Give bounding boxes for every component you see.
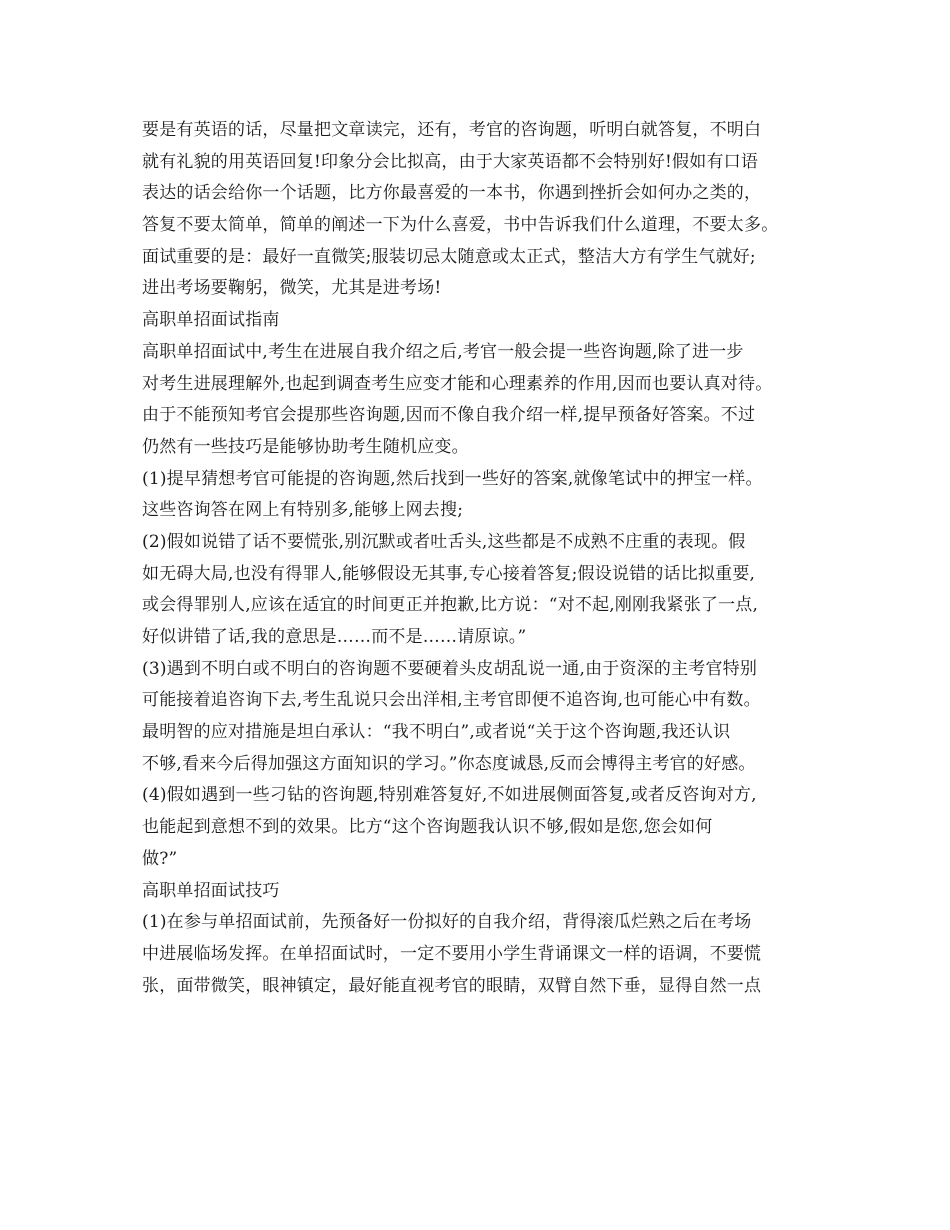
text-line: 不够,看来今后得加强这方面知识的学习。”你态度诚恳,反而会博得主考官的好感。 (142, 753, 756, 774)
text-line: 表达的话会给你一个话题，比方你最喜爱的一本书，你遇到挫折会如何办之类的， (142, 183, 762, 204)
text-line: 或会得罪别人,应该在适宜的时间更正并抱歉,比方说：“对不起,刚刚我紧张了一点, (142, 595, 759, 616)
text-line: 答复不要太简单，简单的阐述一下为什么喜爱，书中告诉我们什么道理，不要太多。 (142, 215, 779, 236)
text-line: 对考生进展理解外,也起到调查考生应变才能和心理素养的作用,因而也要认真对待。 (142, 373, 773, 394)
section-heading-guide: 高职单招面试指南 (142, 310, 280, 331)
text-line: 面试重要的是：最好一直微笑;服装切忌太随意或太正式，整洁大方有学生气就好; (142, 246, 756, 267)
text-line: 这些咨询答在网上有特别多,能够上网去搜; (142, 500, 464, 521)
list-item-1: (1)在参与单招面试前，先预备好一份拟好的自我介绍，背得滚瓜烂熟之后在考场 (142, 912, 752, 933)
section-heading-tips: 高职单招面试技巧 (142, 880, 280, 901)
list-item-3: (3)遇到不明白或不明白的咨询题不要硬着头皮胡乱说一通,由于资深的主考官特别 (142, 658, 758, 679)
text-line: 要是有英语的话，尽量把文章读完，还有，考官的咨询题，听明白就答复，不明白 (142, 120, 762, 140)
list-item-1: (1)提早猜想考官可能提的咨询题,然后找到一些好的答案,就像笔试中的押宝一样。 (142, 468, 763, 489)
document-body (142, 115, 832, 1002)
text-line: 高职单招面试中,考生在进展自我介绍之后,考官一般会提一些咨询题,除了进一步 (142, 341, 744, 362)
text-line: 由于不能预知考官会提那些咨询题,因而不像自我介绍一样,提早预备好答案。不过 (142, 405, 756, 426)
text-line: 做?” (142, 848, 178, 869)
text-line: 可能接着追咨询下去,考生乱说只会出洋相,主考官即便不追咨询,也可能心中有数。 (142, 690, 761, 711)
list-item-4: (4)假如遇到一些刁钻的咨询题,特别难答复好,不如进展侧面答复,或者反咨询对方, (142, 785, 757, 806)
text-line: 进出考场要鞠躬，微笑，尤其是进考场! (142, 278, 442, 299)
text-line: 如无碍大局,也没有得罪人,能够假设无其事,专心接着答复;假设说错的话比拟重要, (142, 563, 756, 584)
text-line: 好似讲错了话,我的意思是……而不是……请原谅。” (142, 627, 527, 647)
text-line: 最明智的应对措施是坦白承认：“我不明白”,或者说“关于这个咨询题,我还认识 (142, 722, 731, 743)
text-line: 仍然有一些技巧是能够协助考生随机应变。 (142, 436, 469, 457)
text-line: 张，面带微笑，眼神镇定，最好能直视考官的眼睛，双臂自然下垂，显得自然一点 (142, 975, 762, 996)
text-line: 就有礼貌的用英语回复!印象分会比拟高，由于大家英语都不会特别好!假如有口语 (142, 151, 759, 172)
text-line: 中进展临场发挥。在单招面试时，一定不要用小学生背诵课文一样的语调，不要慌 (142, 943, 762, 964)
list-item-2: (2)假如说错了话不要慌张,别沉默或者吐舌头,这些都是不成熟不庄重的表现。假 (142, 531, 746, 552)
text-line: 也能起到意想不到的效果。比方“这个咨询题我认识不够,假如是您,您会如何 (142, 817, 713, 838)
